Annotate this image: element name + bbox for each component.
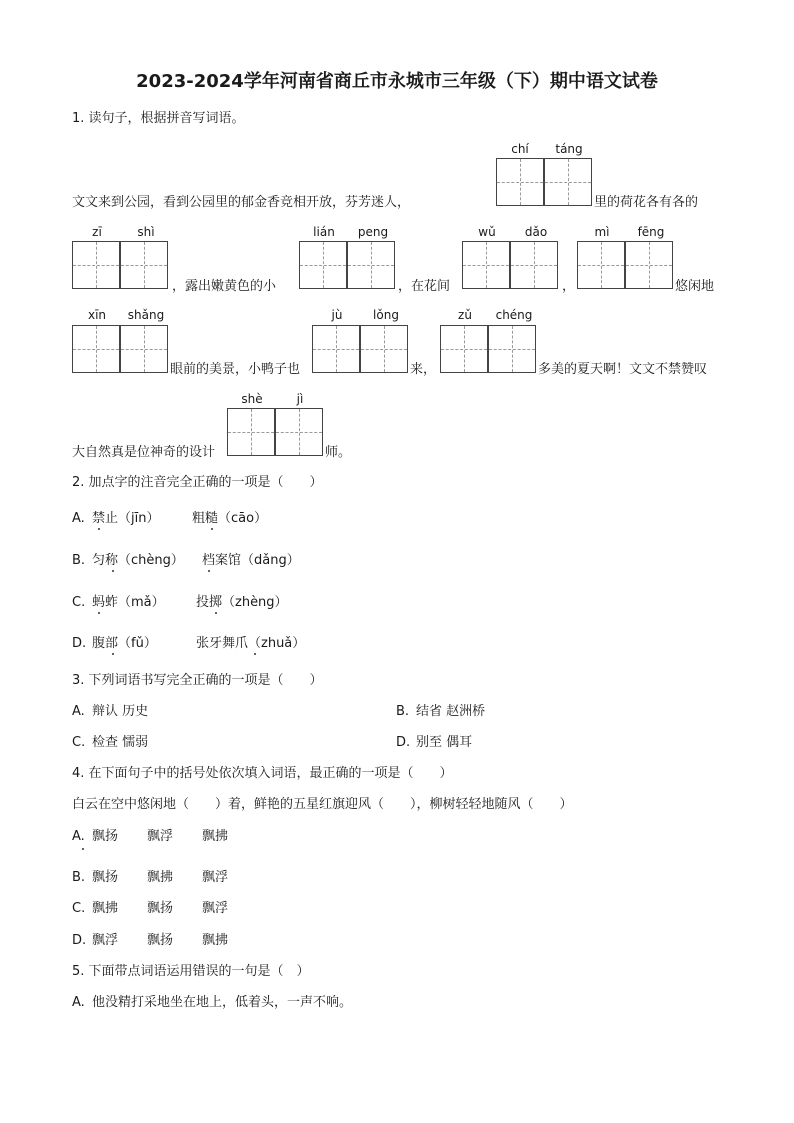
q1-text-line4-a: 大自然真是位神奇的设计 <box>72 445 216 460</box>
q3-option-b-letter[interactable]: B. <box>396 704 410 719</box>
pinyin-peng: peng <box>357 225 389 239</box>
answer-box-zucheng-1[interactable] <box>440 325 488 373</box>
q5-option-a-text: 他没精打采地坐在地上，低着头，一声不响。 <box>92 995 353 1010</box>
pinyin-wu: wǔ <box>478 225 496 239</box>
pinyin-zu: zǔ <box>458 308 472 322</box>
q4-sentence: 白云在空中悠闲地（ ）着，鲜艳的五星红旗迎风（ ），柳树轻轻地随风（ ） <box>72 797 573 812</box>
q5-option-a-letter[interactable]: A. <box>72 995 85 1010</box>
answer-box-lianpeng-2[interactable] <box>347 241 395 289</box>
q4-option-a-word1: 飘扬 <box>92 829 119 844</box>
q3-option-c-letter[interactable]: C. <box>72 735 86 750</box>
q4-option-a-word2: 飘浮 <box>147 829 174 844</box>
q4-prompt: 4. 在下面句子中的括号处依次填入词语，最正确的一项是（ ） <box>72 766 453 781</box>
emphasis-dot <box>215 612 217 614</box>
stray-dot <box>82 848 84 850</box>
q2-option-a-word2: 粗糙（cāo） <box>192 511 268 526</box>
q4-option-b-letter[interactable]: B. <box>72 870 86 885</box>
q4-option-b-word2: 飘拂 <box>147 870 174 885</box>
q1-text-line1-a: 文文来到公园，看到公园里的郁金香竞相开放，芬芳迷人， <box>72 195 411 210</box>
q2-option-c-word1: 蚂蚱（mǎ） <box>92 595 165 610</box>
pinyin-cheng: chéng <box>495 308 533 322</box>
answer-box-sheji-1[interactable] <box>227 408 275 456</box>
q4-option-d-letter[interactable]: D. <box>72 933 87 948</box>
q4-option-c-word3: 飘浮 <box>202 901 229 916</box>
q3-option-a-letter[interactable]: A. <box>72 704 85 719</box>
pinyin-lian: lián <box>313 225 335 239</box>
q1-text-line2-c: ， <box>562 279 576 294</box>
q4-option-b-word3: 飘浮 <box>202 870 229 885</box>
q4-option-c-word2: 飘扬 <box>147 901 174 916</box>
q1-text-line3-a: 眼前的美景，小鸭子也 <box>170 362 301 377</box>
pinyin-ji: jì <box>296 392 304 406</box>
answer-box-mifeng-1[interactable] <box>577 241 625 289</box>
emphasis-dot <box>112 570 114 572</box>
pinyin-zi: zī <box>92 225 102 239</box>
q1-text-line1-b: 里的荷花各有各的 <box>594 195 699 210</box>
pinyin-shang: shǎng <box>127 308 165 322</box>
q1-text-line2-d: 悠闲地 <box>675 279 715 294</box>
pinyin-ju: jù <box>331 308 343 322</box>
answer-box-xinshang-1[interactable] <box>72 325 120 373</box>
pinyin-dao: dǎo <box>524 225 548 239</box>
answer-box-zishi-1[interactable] <box>72 241 120 289</box>
q2-option-b-letter[interactable]: B. <box>72 553 86 568</box>
emphasis-dot <box>211 528 213 530</box>
q2-prompt: 2. 加点字的注音完全正确的一项是（ ） <box>72 475 323 490</box>
pinyin-long: lǒng <box>373 308 399 322</box>
answer-box-chitang-2[interactable] <box>544 158 592 206</box>
answer-box-julong-1[interactable] <box>312 325 360 373</box>
q2-option-a-letter[interactable]: A. <box>72 511 85 526</box>
pinyin-feng: fēng <box>637 225 665 239</box>
q1-text-line3-b: 来， <box>410 362 437 377</box>
q1-text-line2-b: ，在花间 <box>398 279 451 294</box>
q3-option-d-letter[interactable]: D. <box>396 735 411 750</box>
q2-option-b-word1: 匀称（chèng） <box>92 553 184 568</box>
pinyin-she: shè <box>241 392 263 406</box>
answer-box-lianpeng-1[interactable] <box>299 241 347 289</box>
q5-prompt: 5. 下面带点词语运用错误的一句是（ ） <box>72 964 310 979</box>
answer-box-zishi-2[interactable] <box>120 241 168 289</box>
q2-option-c-letter[interactable]: C. <box>72 595 86 610</box>
answer-box-sheji-2[interactable] <box>275 408 323 456</box>
emphasis-dot <box>112 653 114 655</box>
q4-option-a-word3: 飘拂 <box>202 829 229 844</box>
emphasis-dot <box>208 570 210 572</box>
emphasis-dot <box>98 612 100 614</box>
answer-box-zucheng-2[interactable] <box>488 325 536 373</box>
answer-box-xinshang-2[interactable] <box>120 325 168 373</box>
q1-text-line4-b: 师。 <box>325 445 352 460</box>
q1-prompt: 1. 读句子，根据拼音写词语。 <box>72 111 245 126</box>
pinyin-shi: shì <box>137 225 155 239</box>
q4-option-d-word3: 飘拂 <box>202 933 229 948</box>
q3-option-a-text: 辩认 历史 <box>92 704 149 719</box>
pinyin-tang: táng <box>555 142 583 156</box>
q3-option-b-text: 结省 赵洲桥 <box>416 704 486 719</box>
q4-option-a-letter[interactable]: A. <box>72 829 85 844</box>
emphasis-dot <box>98 528 100 530</box>
q1-text-line3-c: 多美的夏天啊！文文不禁赞叹 <box>538 362 708 377</box>
q4-option-d-word2: 飘扬 <box>147 933 174 948</box>
q4-option-c-word1: 飘拂 <box>92 901 119 916</box>
q3-prompt: 3. 下列词语书写完全正确的一项是（ ） <box>72 673 323 688</box>
answer-box-julong-2[interactable] <box>360 325 408 373</box>
q2-option-b-word2: 档案馆（dǎng） <box>202 553 300 568</box>
q2-option-a-word1: 禁止（jīn） <box>92 511 160 526</box>
q2-option-c-word2: 投掷（zhèng） <box>196 595 288 610</box>
answer-box-mifeng-2[interactable] <box>625 241 673 289</box>
q3-option-d-text: 别至 偶耳 <box>416 735 473 750</box>
q4-option-c-letter[interactable]: C. <box>72 901 86 916</box>
q3-option-c-text: 检查 懦弱 <box>92 735 149 750</box>
q2-option-d-word1: 腹部（fǔ） <box>92 636 157 651</box>
q4-option-b-word1: 飘扬 <box>92 870 119 885</box>
answer-box-wudao-1[interactable] <box>462 241 510 289</box>
pinyin-xin: xīn <box>87 308 107 322</box>
emphasis-dot <box>254 653 256 655</box>
pinyin-mi: mì <box>594 225 610 239</box>
q1-text-line2-a: ，露出嫩黄色的小 <box>172 279 277 294</box>
pinyin-chi: chí <box>511 142 529 156</box>
answer-box-wudao-2[interactable] <box>510 241 558 289</box>
q2-option-d-word2: 张牙舞爪（zhuǎ） <box>196 636 306 651</box>
q4-option-d-word1: 飘浮 <box>92 933 119 948</box>
answer-box-chitang-1[interactable] <box>496 158 544 206</box>
exam-title: 2023-2024学年河南省商丘市永城市三年级（下）期中语文试卷 <box>136 71 658 92</box>
q2-option-d-letter[interactable]: D. <box>72 636 87 651</box>
